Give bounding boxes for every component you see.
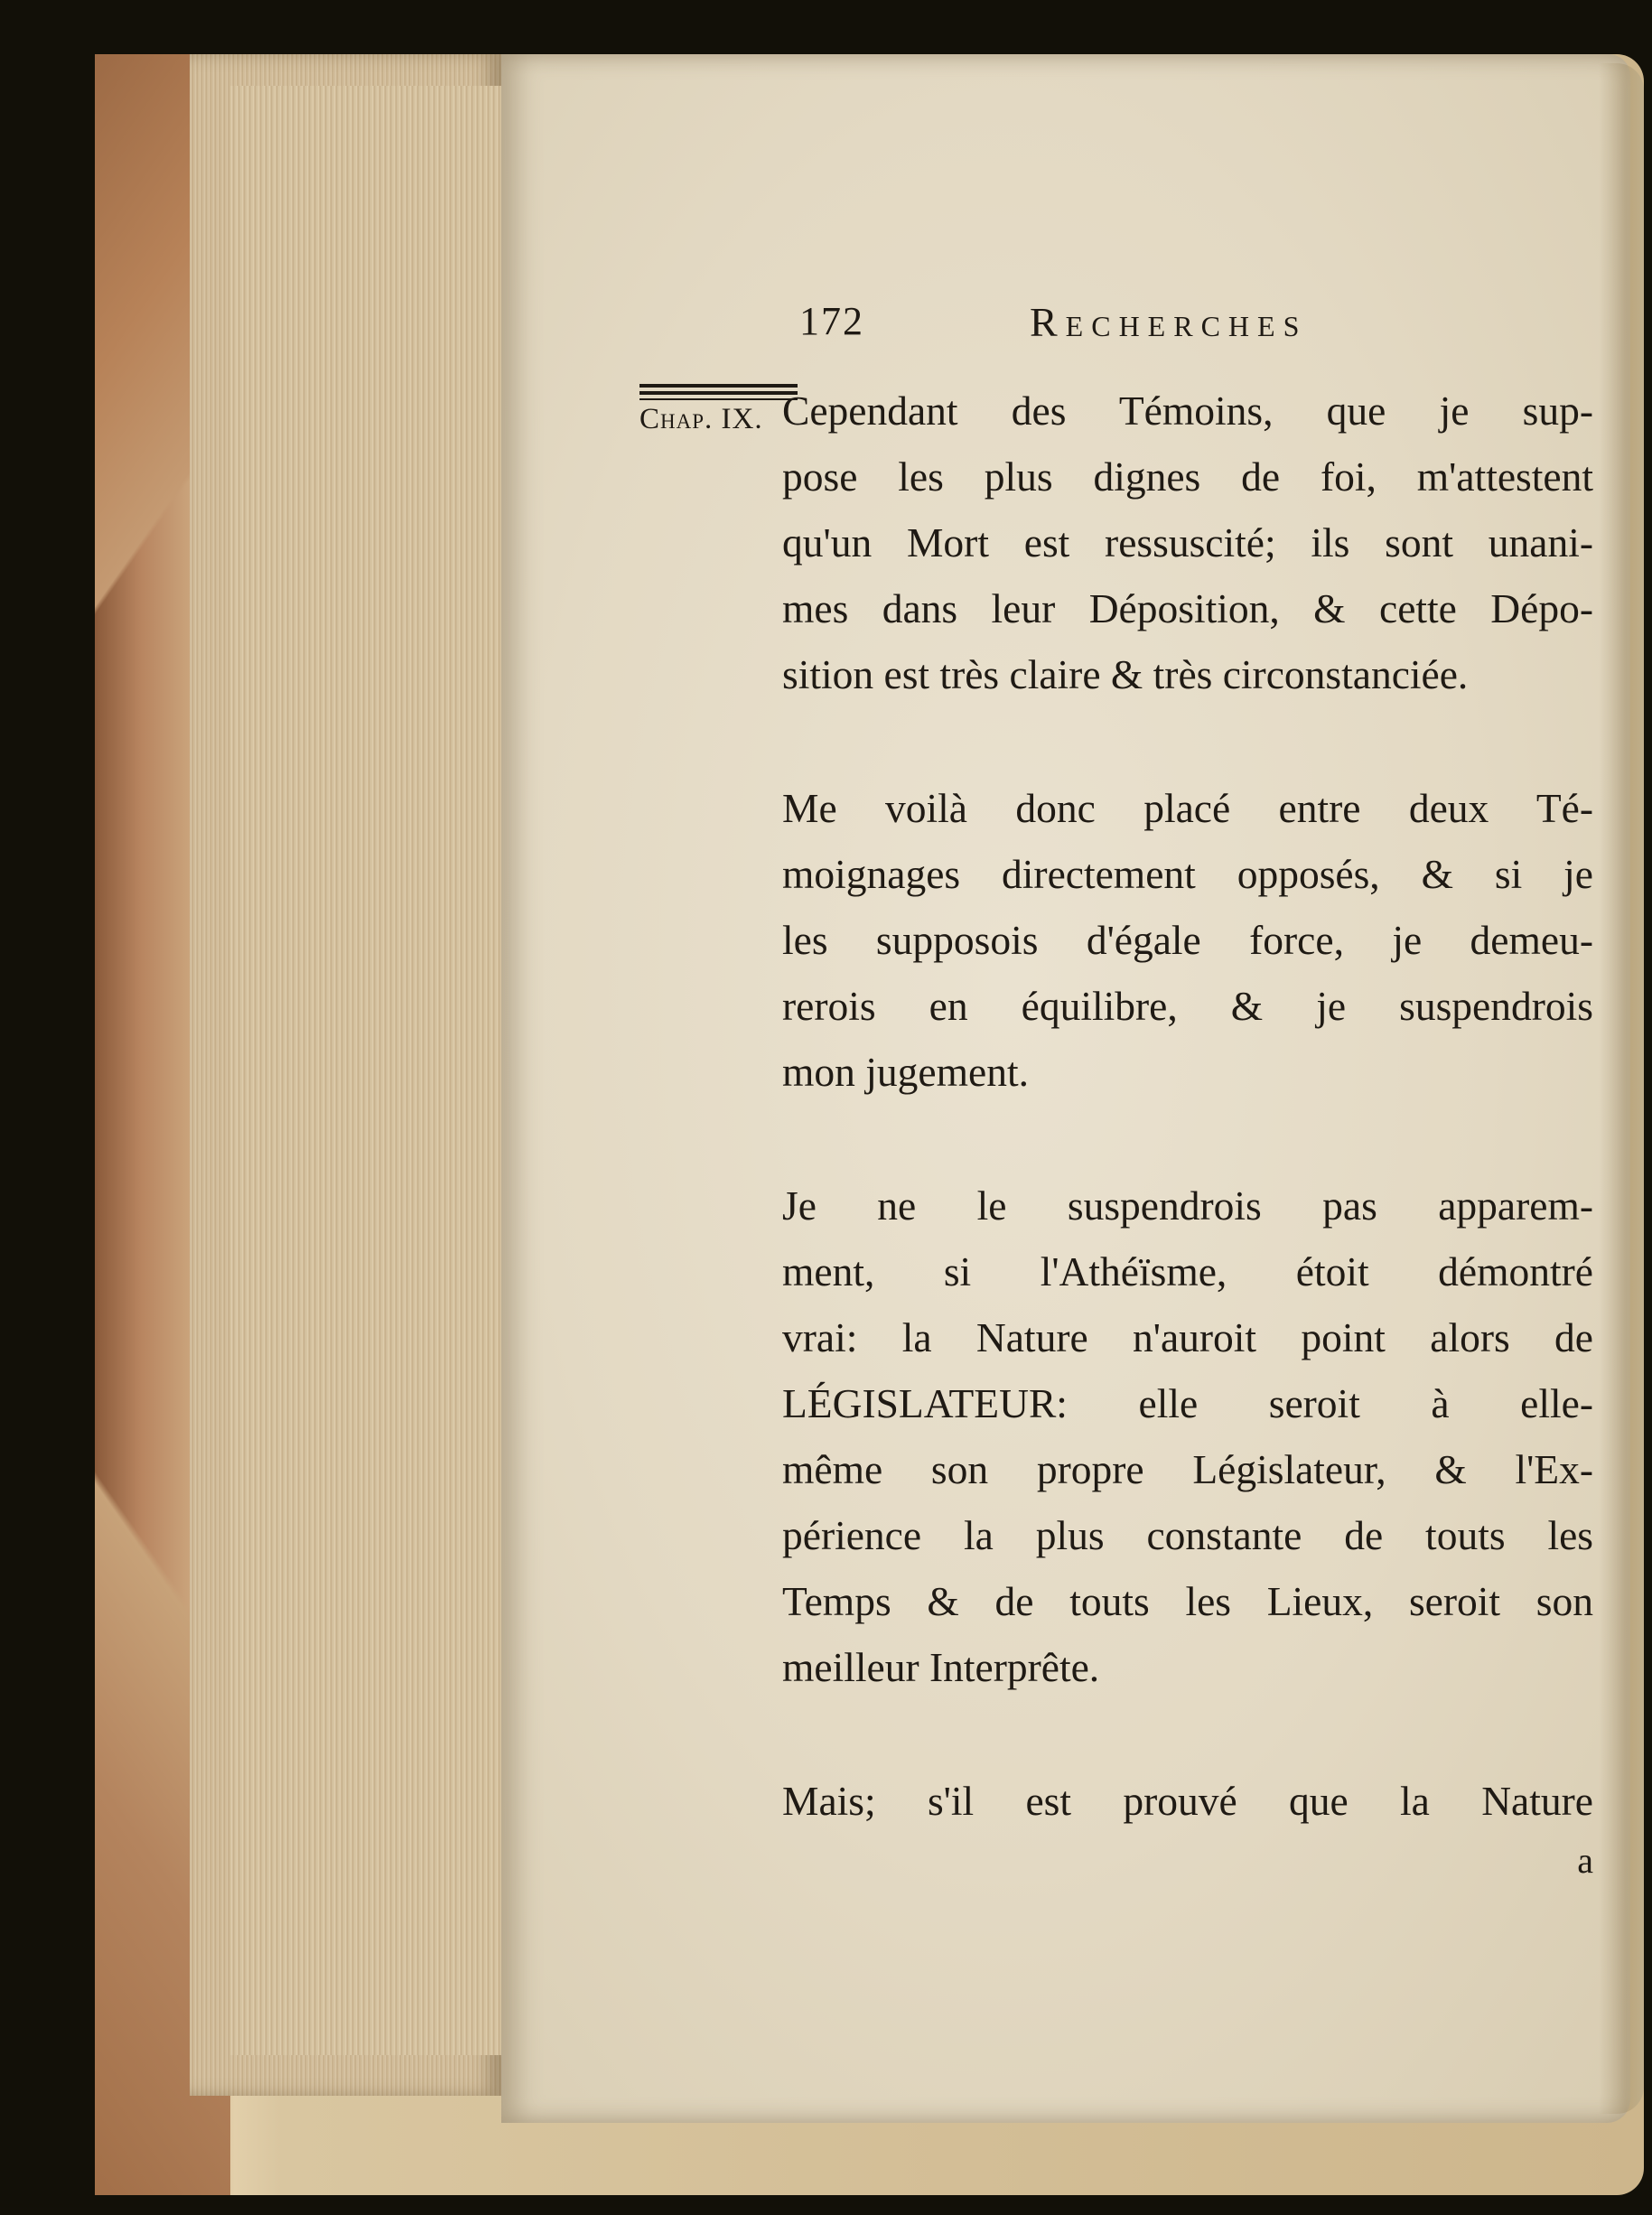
text-line: Je ne le suspendrois pas apparem- <box>782 1182 1593 1229</box>
running-head <box>799 298 1432 352</box>
chapter-rule <box>639 384 798 388</box>
text-line: périence la plus constante de touts les <box>782 1512 1593 1558</box>
chapter-rule <box>639 391 798 395</box>
text-line: LÉGISLATEUR: elle seroit à elle- <box>782 1380 1593 1426</box>
text-line: Me voilà donc placé entre deux Té- <box>782 785 1593 831</box>
chapter-label: Chap. IX. <box>639 398 798 436</box>
text-line: mes dans leur Déposition, & cette Dépo- <box>782 585 1593 631</box>
page-curl-shadow <box>1599 63 1644 2114</box>
text-line: meilleur Interprête. <box>782 1644 1100 1690</box>
catchword <box>782 1834 1593 1888</box>
body-text <box>782 378 1593 1888</box>
page-number: 172 <box>799 299 864 343</box>
paragraph <box>782 775 1593 1105</box>
text-line: Cependant des Témoins, que je sup- <box>782 388 1593 434</box>
text-line: les supposois d'égale force, je demeu- <box>782 917 1593 963</box>
chapter-marker <box>639 384 798 447</box>
paragraph <box>782 1173 1593 1700</box>
paragraph <box>782 1768 1593 1834</box>
text-line: Mais; s'il est prouvé que la Nature <box>782 1778 1593 1824</box>
text-line: rerois en équilibre, & je suspendrois <box>782 983 1593 1029</box>
running-title: Recherches <box>1030 299 1308 345</box>
text-line: mon jugement. <box>782 1049 1029 1095</box>
text-line: pose les plus dignes de foi, m'attestent <box>782 453 1593 500</box>
text-line: Temps & de touts les Lieux, seroit son <box>782 1578 1593 1624</box>
text-line: vrai: la Nature n'auroit point alors de <box>782 1314 1593 1360</box>
text-line: moignages directement opposés, & si je <box>782 851 1593 897</box>
text-line: qu'un Mort est ressuscité; ils sont unani- <box>782 519 1593 565</box>
text-line: même son propre Législateur, & l'Ex- <box>782 1446 1593 1492</box>
paragraph <box>782 378 1593 707</box>
page-edges-inner <box>230 86 501 2055</box>
text-line: sition est très claire & très circonstanciée. <box>782 651 1469 697</box>
catchword-text: a <box>1577 1840 1593 1881</box>
text-line: ment, si l'Athéïsme, étoit démontré <box>782 1248 1593 1294</box>
